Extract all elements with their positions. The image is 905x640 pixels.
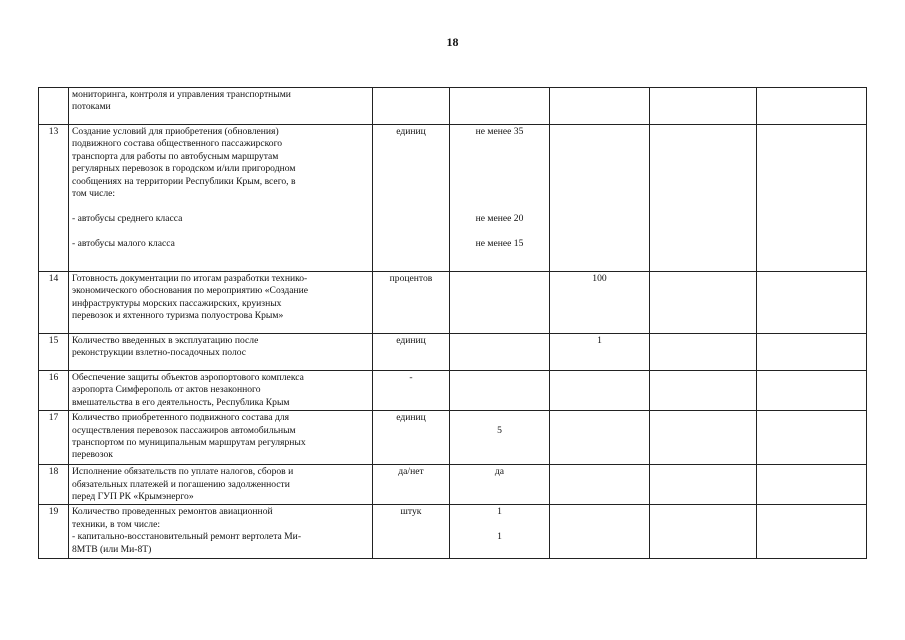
- table-row: [39, 371, 867, 411]
- value-cell: [650, 272, 757, 334]
- description-line: Количество приобретенного подвижного состава для: [72, 412, 290, 424]
- table-row: [39, 334, 867, 371]
- description-line: перевозок: [72, 449, 113, 461]
- indicators-table: [38, 87, 867, 559]
- value-cell: [550, 272, 650, 334]
- unit-cell: штук: [373, 505, 450, 559]
- description-line: реконструкции взлетно-посадочных полос: [72, 347, 247, 359]
- description-line: подвижного состава общественного пассажирского: [72, 138, 283, 150]
- value-line: [453, 188, 546, 200]
- table-row: [39, 88, 867, 125]
- unit-cell: -: [373, 371, 450, 411]
- description-line: потоками: [72, 101, 111, 113]
- description-line: сообщениях на территории Республики Крым, всего, в: [72, 175, 296, 187]
- value-line: 1: [597, 335, 602, 346]
- description-line: 8МТВ (или Ми-8Т): [72, 543, 152, 555]
- value-cell: [450, 125, 550, 272]
- row-number: [39, 88, 69, 125]
- indicator-description: [69, 272, 373, 334]
- value-cell: [550, 125, 650, 272]
- description-line: Готовность документации по итогам разработки технико-: [72, 273, 308, 284]
- value-line: 1: [497, 506, 502, 518]
- value-cell: [450, 371, 550, 411]
- description-line: [72, 200, 369, 212]
- value-line: да: [494, 466, 505, 478]
- value-line: [453, 176, 546, 188]
- value-cell: [757, 334, 867, 371]
- page-number: 18: [446, 35, 459, 49]
- description-line: Обеспечение защиты объектов аэропортового комплекса: [72, 372, 304, 383]
- value-cell: [650, 411, 757, 465]
- table-row: [39, 411, 867, 465]
- value-line: 100: [592, 273, 607, 284]
- table-row: [39, 505, 867, 559]
- value-cell: [450, 334, 550, 371]
- indicator-description: [69, 465, 373, 505]
- description-line: Создание условий для приобретения (обновления): [72, 126, 279, 137]
- unit-cell: единиц: [373, 411, 450, 465]
- value-line: [453, 138, 546, 150]
- value-line: [453, 200, 546, 212]
- value-line: не менее 35: [475, 126, 524, 137]
- description-line: техники, в том числе:: [72, 518, 160, 530]
- indicator-description: [69, 125, 373, 272]
- unit-cell: единиц: [373, 125, 450, 272]
- row-number: 17: [39, 411, 69, 465]
- value-cell: [650, 505, 757, 559]
- value-cell: [550, 334, 650, 371]
- value-cell: [757, 411, 867, 465]
- value-line: 5: [497, 424, 502, 436]
- value-cell: [650, 371, 757, 411]
- table-row: [39, 272, 867, 334]
- value-cell: [550, 371, 650, 411]
- value-cell: [550, 88, 650, 125]
- indicator-description: [69, 411, 373, 465]
- indicator-description: [69, 505, 373, 559]
- value-cell: [550, 411, 650, 465]
- indicator-description: [69, 334, 373, 371]
- value-cell: [450, 411, 550, 465]
- value-cell: [757, 505, 867, 559]
- value-line: 1: [497, 531, 502, 543]
- value-cell: [757, 371, 867, 411]
- value-cell: [757, 272, 867, 334]
- value-cell: [450, 465, 550, 505]
- description-line: аэропорта Симферополь от актов незаконного: [72, 384, 261, 396]
- description-line: - капитально-восстановительный ремонт вертолета Ми-: [72, 531, 302, 543]
- value-line: не менее 15: [475, 237, 524, 249]
- description-line: перевозок и яхтенного туризма полуострова Крым»: [72, 310, 284, 322]
- description-line: Количество введенных в эксплуатацию после: [72, 335, 259, 346]
- unit-cell: единиц: [373, 334, 450, 371]
- value-cell: [650, 88, 757, 125]
- description-line: перед ГУП РК «Крымэнерго»: [72, 491, 194, 503]
- row-number: 19: [39, 505, 69, 559]
- indicator-description: [69, 88, 373, 125]
- value-line: [453, 151, 546, 163]
- description-line: обязательных платежей и погашению задолженности: [72, 478, 290, 490]
- value-line: [453, 519, 546, 531]
- description-line: [72, 225, 369, 237]
- description-line: транспортом по муниципальным маршрутам регулярных: [72, 437, 306, 449]
- value-line: [453, 412, 546, 424]
- description-line: осуществления перевозок пассажиров автомобильным: [72, 424, 296, 436]
- description-line: - автобусы малого класса: [72, 237, 175, 249]
- unit-cell: да/нет: [373, 465, 450, 505]
- value-cell: [450, 88, 550, 125]
- description-line: экономического обоснования по мероприятию «Создание: [72, 285, 309, 297]
- row-number: 13: [39, 125, 69, 272]
- description-line: - автобусы среднего класса: [72, 212, 183, 224]
- value-cell: [757, 125, 867, 272]
- value-cell: [757, 88, 867, 125]
- description-line: мониторинга, контроля и управления транспортными: [72, 89, 291, 100]
- row-number: 16: [39, 371, 69, 411]
- value-cell: [550, 505, 650, 559]
- value-cell: [650, 465, 757, 505]
- table-row: [39, 125, 867, 272]
- description-line: вмешательства в его деятельность, Республика Крым: [72, 396, 290, 408]
- value-cell: [650, 125, 757, 272]
- description-line: том числе:: [72, 188, 116, 200]
- value-cell: [550, 465, 650, 505]
- value-cell: [650, 334, 757, 371]
- value-line: [453, 225, 546, 237]
- indicator-description: [69, 371, 373, 411]
- description-line: транспорта для работы по автобусным маршрутам: [72, 150, 279, 162]
- description-line: Исполнение обязательств по уплате налогов, сборов и: [72, 466, 294, 478]
- description-line: регулярных перевозок в городском и/или пригородном: [72, 163, 296, 175]
- value-line: не менее 20: [475, 212, 524, 224]
- description-line: инфраструктуры морских пассажирских, круизных: [72, 297, 282, 309]
- table-row: [39, 465, 867, 505]
- row-number: 15: [39, 334, 69, 371]
- value-line: [453, 163, 546, 175]
- value-cell: [450, 272, 550, 334]
- value-cell: [757, 465, 867, 505]
- row-number: 18: [39, 465, 69, 505]
- value-cell: [450, 505, 550, 559]
- row-number: 14: [39, 272, 69, 334]
- unit-cell: процентов: [373, 272, 450, 334]
- unit-cell: [373, 88, 450, 125]
- description-line: Количество проведенных ремонтов авиационной: [72, 506, 273, 518]
